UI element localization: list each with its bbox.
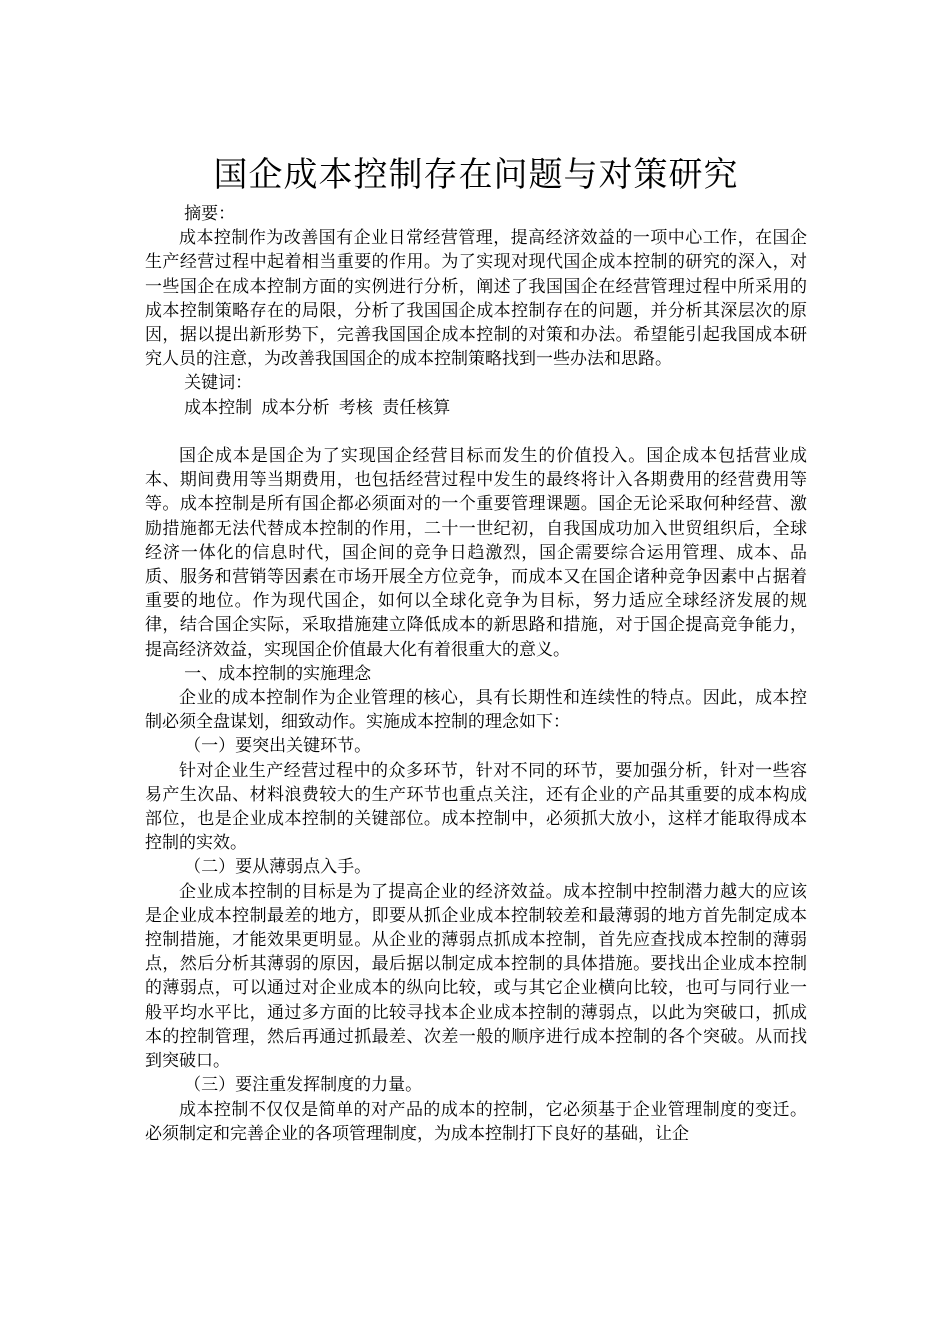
spacer bbox=[145, 420, 807, 444]
keywords-label: 关键词： bbox=[184, 373, 253, 394]
abstract-paragraph: 成本控制作为改善国有企业日常经营管理，提高经济效益的一项中心工作，在国企生产经营过程中起着相当重要的作用。为了实现对现代国企成本控制的研究的深入，对一些国企在成本控制方面的实例进行分析，阐述了我国国企在经营管理过程中所采用的成本控制策略存在的局限，分析了我国国企成本控制存在的问题，并分析其深层次的原因，据以提出新形势下，完善我国国企成本控制的对策和办法。希望能引起我国成本研究人员的注意，为改善我国国企的成本控制策略找到一些办法和思路。 bbox=[145, 228, 807, 370]
subsection-heading: （三）要注重发挥制度的力量。 bbox=[184, 1075, 423, 1096]
document-title: 国企成本控制存在问题与对策研究 bbox=[213, 155, 739, 195]
document-page bbox=[145, 150, 807, 1146]
abstract-label: 摘要： bbox=[184, 204, 236, 224]
keywords-list: 成本控制 成本分析 考核 责任核算 bbox=[184, 397, 451, 418]
subsection-paragraph: 企业成本控制的目标是为了提高企业的经济效益。成本控制中控制潜力越大的应该是企业成本控制最差的地方，即要从抓企业成本控制较差和最薄弱的地方首先制定成本控制措施，才能效果更明显。从企业的薄弱点抓成本控制，首先应查找成本控制的薄弱点，然后分析其薄弱的原因，最后据以制定成本控制的具体措施。要找出企业成本控制的薄弱点，可以通过对企业成本的纵向比较，或与其它企业横向比较，也可与同行业一般平均水平比，通过多方面的比较寻找本企业成本控制的薄弱点，以此为突破口，抓成本的控制管理，然后再通过抓最差、次差一般的顺序进行成本控制的各个突破。从而找到突破口。 bbox=[145, 881, 807, 1072]
intro-paragraph: 国企成本是国企为了实现国企经营目标而发生的价值投入。国企成本包括营业成本、期间费用等当期费用，也包括经营过程中发生的最终将计入各期费用的经营费用等等。成本控制是所有国企都必须面对的一个重要管理课题。国企无论采取何种经营、激励措施都无法代替成本控制的作用，二十一世纪初，自我国成功加入世贸组织后，全球经济一体化的信息时代，国企间的竞争日趋激烈，国企需要综合运用管理、成本、品质、服务和营销等因素在市场开展全方位竞争，而成本又在国企诸种竞争因素中占据着重要的地位。作为现代国企，如何以全球化竞争为目标，努力适应全球经济发展的规律，结合国企实际，采取措施建立降低成本的新思路和措施，对于国企提高竞争能力，提高经济效益，实现国企价值最大化有着很重大的意义。 bbox=[145, 446, 807, 660]
subsection-paragraph: 成本控制不仅仅是简单的对产品的成本的控制，它必须基于企业管理制度的变迁。必须制定和完善企业的各项管理制度，为成本控制打下良好的基础，让企 bbox=[145, 1099, 807, 1144]
subsection-heading: （二）要从薄弱点入手。 bbox=[184, 857, 372, 878]
section-heading: 一、成本控制的实施理念 bbox=[184, 663, 372, 684]
section-paragraph: 企业的成本控制作为企业管理的核心，具有长期性和连续性的特点。因此，成本控制必须全盘谋划，细致动作。实施成本控制的理念如下： bbox=[145, 688, 807, 733]
subsection-paragraph: 针对企业生产经营过程中的众多环节，针对不同的环节，要加强分析，针对一些容易产生次品、材料浪费较大的生产环节也重点关注，还有企业的产品其重要的成本构成部位，也是企业成本控制的关键部位。成本控制中，必须抓大放小，这样才能取得成本控制的实效。 bbox=[145, 760, 807, 854]
subsection-heading: （一）要突出关键环节。 bbox=[184, 736, 372, 757]
